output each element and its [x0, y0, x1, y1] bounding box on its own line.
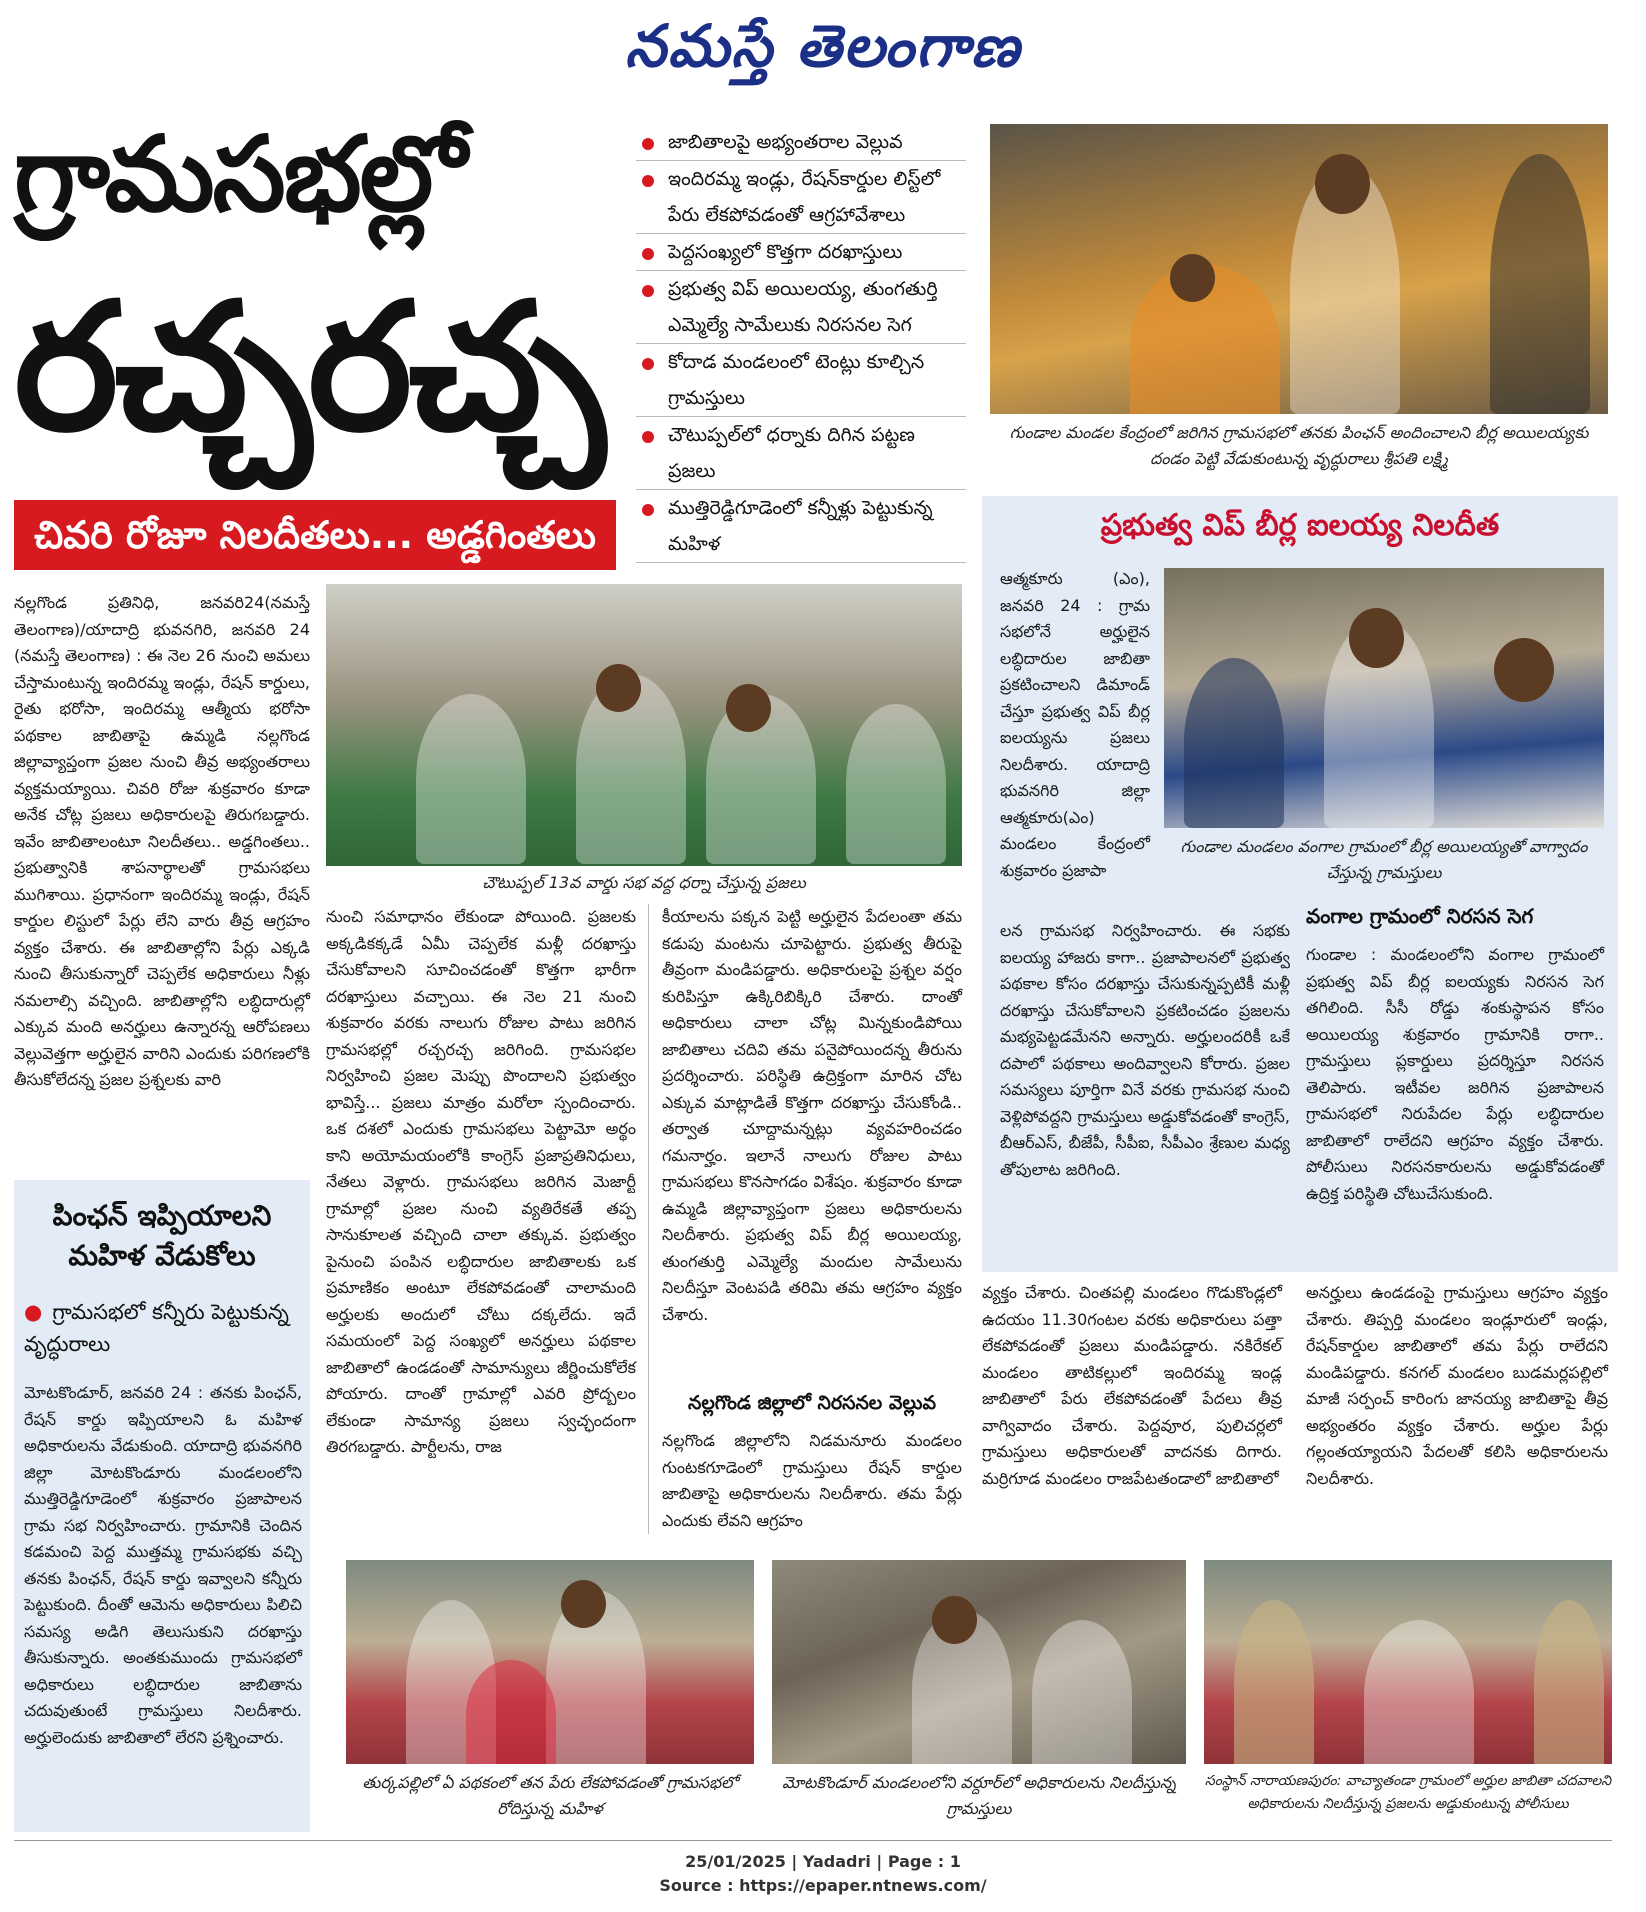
highlight-item: ప్రభుత్వ విప్ అయిలయ్య, తుంగతుర్తి ఎమ్మెల్యే సామేలుకు నిరసనల సెగ: [636, 271, 966, 344]
nalgonda-col-a: నల్లగొండ జిల్లాలోని నిడమనూరు మండలం గుంటకగూడెంలో గ్రామస్తులు రేషన్ కార్డుల జాబితాపై అధికారులను నిలదీశారు. తమ పేర్లు ఎందుకు లేవని ఆగ్రహం: [662, 1431, 962, 1530]
main-article-col3: కీయాలను పక్కన పెట్టి అర్హులైన పేదలంతా తమ కడుపు మంటను చూపెట్టారు. ప్రభుత్వ తీరుపై తీవ్రంగా మండిపడ్డారు. అధికారులపై ప్రశ్నల వర్షం కురిపిస్తూ ఉక్కిరిబిక్కిరి చేశారు. దాంతో అధికారులు చాలా చోట్ల మిన్నకుండిపోయి జాబితాలు చదివి తమ పనైపోయిందన్న తీరును ప్రదర్శించారు. పరిస్థితి ఉద్రిక్తంగా మారిన చోట ఎక్కువ మాట్లాడితే కొత్తగా దరఖాస్తు చేసుకోండి.. తర్వాత చూద్దామన్నట్లు వ్యవహరించడం గమనార్హం. ఇలానే నాలుగు రోజుల పాటు గ్రామసభలు కొనసాగడం విశేషం. శుక్రవారం కూడా ఉమ్మడి జిల్లావ్యాప్తంగా ప్రజలు అధికారులను నిలదీశారు. ప్రభుత్వ విప్ బీర్ల అయిలయ్య, తుంగతుర్తి ఎమ్మెల్యే మందుల సామేలును నిలదీస్తూ వెంటపడి తరిమి తమ ఆగ్రహం వ్యక్తం చేశారు.: [662, 907, 962, 1324]
red-dot-icon: [24, 1300, 52, 1324]
masthead: నమస్తే తెలంగాణ: [625, 12, 1021, 80]
highlight-item: పెద్దసంఖ్యలో కొత్తగా దరఖాస్తులు: [636, 234, 966, 271]
highlights-list: [636, 124, 966, 563]
caption-vardur-villagers: మోటకొండూర్ మండలంలోని వర్దూర్‌లో అధికారులను నిలదీస్తున్న గ్రామస్తులు: [782, 1773, 1176, 1818]
nalgonda-col-c: అనర్హులు ఉండడంపై గ్రామస్తులు ఆగ్రహం వ్యక్తం చేశారు. తిప్పర్తి మండలం ఇండ్లూరులో ఇండ్లు, రేషన్‌కార్డుల జాబితాలో తమ పేర్లు రాలేదని మండిపడ్డారు. కనగల్ మండలం బుడమర్లపల్లిలో మాజీ సర్పంచ్ కారింగు జానయ్య జాబితాపై తీవ్ర అభ్యంతరం వ్యక్తం చేశారు. అర్హుల పేర్లు గల్లంతయ్యాయని పేదలతో కలిసి అధికారులను నిలదీశారు.: [1306, 1283, 1608, 1488]
photo-gundala-pension: [990, 124, 1608, 414]
highlight-item: జాబితాలపై అభ్యంతరాల వెల్లువ: [636, 124, 966, 161]
highlight-item: ముత్తిరెడ్డిగూడెంలో కన్నీళ్లు పెట్టుకున్న మహిళ: [636, 490, 966, 563]
headline-banner: చివరి రోజూ నిలదీతలు... అడ్డగింతలు: [14, 500, 616, 570]
photo-vangala-argument: [1164, 568, 1604, 828]
vangala-heading: వంగాల గ్రామంలో నిరసన సెగ: [1306, 904, 1534, 928]
photo-choutuppal-dharna: [326, 584, 962, 866]
photo-turkapally-woman: [346, 1560, 754, 1764]
box-whip-heading: ప్రభుత్వ విప్ బీర్ల ఐలయ్య నిలదీత: [1100, 508, 1500, 543]
main-article-col2: నుంచి సమాధానం లేకుండా పోయింది. ప్రజలకు అక్కడికక్కడే ఏమీ చెప్పలేక మళ్లీ దరఖాస్తు చేసుకోవాలని సూచించడంతో కొత్తగా భారీగా దరఖాస్తులు వచ్చాయి. ఈ నెల 21 నుంచి శుక్రవారం వరకు నాలుగు రోజుల పాటు జరిగిన గ్రామసభల్లో రచ్చరచ్చ జరిగింది. గ్రామసభల నిర్వహించి ప్రజల మెప్పు పొందాలని ప్రభుత్వం భావిస్తే... ప్రజలు మాత్రం మరోలా స్పందించారు. ఒక దశలో ఎందుకు గ్రామసభలు పెట్టామో అర్థం కాని అయోమయంలోకి కాంగ్రెస్ ప్రజాప్రతినిధులు, నేతలు వెళ్లారు. గ్రామసభలు జరిగిన మెజార్టీ గ్రామాల్లో ప్రజల నుంచి వ్యతిరేకతే తప్ప సానుకూలత వచ్చింది చాలా తక్కువ. ప్రభుత్వం పైనుంచి పంపిన లబ్ధిదారుల జాబితాలకు ఒక ప్రమాణికం అంటూ లేకపోవడంతో చాలామంది అర్హులకు అందులో చోటు దక్కలేదు. ఇదే సమయంలో పెద్ద సంఖ్యలో అనర్హులు పథకాల జాబితాలో ఉండడంతో సామాన్యులు జీర్ణించుకోలేక పోయారు. దాంతో గ్రామాల్లో ఎవరి ప్రోద్బలం లేకుండా సామాన్య ప్రజలు స్వచ్ఛందంగా తిరగబడ్డారు. పార్టీలను, రాజ: [326, 907, 636, 1456]
nalgonda-col-b: వ్యక్తం చేశారు. చింతపల్లి మండలం గొడుకొండ్లలో ఉదయం 11.30గంటల వరకు అధికారులు పత్తా లేకపోవడంతో ప్రజలు మండిపడ్డారు. నకిరేకల్ మండలం తాటికల్లులో ఇందిరమ్మ ఇండ్ల జాబితాలో పేరు లేకపోవడంతో పేదలు తీవ్ర వాగ్వివాదం చేశారు. పెద్దవూర, పులిచర్లలో గ్రామస్తులు అధికారులతో వాదనకు దిగారు. మర్రిగూడ మండలం రాజపేటతండాలో జాబితాలో: [982, 1283, 1282, 1488]
footer-source: Source : https://epaper.ntnews.com/: [659, 1876, 987, 1895]
box-whip-text-wide: లన గ్రామసభ నిర్వహించారు. ఈ సభకు ఐలయ్య హాజరు కాగా.. ప్రజాపాలనలో ప్రభుత్వ పథకాల కోసం దరఖాస్తు చేసుకున్నప్పటికీ మళ్లీ దరఖాస్తు చేసుకోవాలని ప్రకటించడం ప్రజలను మభ్యపెట్టడమేనని అన్నారు. అర్హులందరికీ ఒకే దపాలో పథకాలు అందివ్వాలని కోరారు. ప్రజల సమస్యలు పూర్తిగా వినే వరకు గ్రామసభ నుంచి వెళ్లిపోవద్దని గ్రామస్తులు అడ్డుకోవడంతో కాంగ్రెస్, బీఆర్‌ఎస్, బీజేపీ, సీపీఐ, సీపీఎం శ్రేణుల మధ్య తోపులాట జరిగింది.: [1000, 921, 1290, 1179]
caption-narayanapuram-police: సంస్థాన్ నారాయణపురం: వాచ్యాతండా గ్రామంలో అర్హుల జాబితా చదవాలని అధికారులను నిలదీస్తున్న ప్రజలను అడ్డుకుంటున్న పోలీసులు: [1204, 1773, 1612, 1812]
box-pension-bullet: [24, 1296, 304, 1360]
caption-choutuppal-dharna: చౌటుప్పల్ 13వ వార్డు సభ వద్ద ధర్నా చేస్తున్న ప్రజలు: [482, 873, 806, 892]
nalgonda-heading: నల్లగొండ జిల్లాలో నిరసనల వెల్లువ: [688, 1392, 936, 1414]
main-article-col1: నల్లగొండ ప్రతినిధి, జనవరి24(నమస్తే తెలంగాణ)/యాదాద్రి భువనగిరి, జనవరి 24 (నమస్తే తెలంగాణ) : ఈ నెల 26 నుంచి అమలు చేస్తామంటున్న ఇందిరమ్మ ఇండ్లు, రేషన్ కార్డులు, రైతు భరోసా, ఇందిరమ్మ ఆత్మీయ భరోసా పథకాల జాబితాపై ఉమ్మడి నల్లగొండ జిల్లావ్యాప్తంగా ప్రజల నుంచి తీవ్ర అభ్యంతరాలు వ్యక్తమయ్యాయి. చివరి రోజు శుక్రవారం కూడా అనేక చోట్ల ప్రజలు అధికారులపై తిరుగబడ్డారు. ఇవేం జాబితాలంటూ నిలదీతలు.. అడ్డగింతలు.. ప్రభుత్వానికి శాపనార్థాలతో గ్రామసభలు ముగిశాయి. ప్రధానంగా ఇందిరమ్మ ఇండ్లు, రేషన్ కార్డుల లిస్టులో పేర్లు లేని వారు తీవ్ర ఆగ్రహం వ్యక్తం చేశారు. ఈ జాబితాల్లోని పేర్లు ఎక్కడి నుంచి తీసుకున్నారో చెప్పలేక అధికారులు నీళ్లు నమలాల్సి వచ్చింది. జాబితాల్లోని లబ్ధిదారుల్లో ఎక్కువ మంది అనర్హులు ఉన్నారన్న ఆరోపణలు వెల్లువెత్తగా అర్హులైన వారిని ఎందుకు పరిగణలోకి తీసుకోలేదన్న ప్రజల ప్రశ్నలకు వారి: [14, 593, 310, 1089]
headline-line1: గ్రామసభల్లో: [14, 113, 465, 235]
box-pension-bullet-text: గ్రామసభలో కన్నీరు పెట్టుకున్న వృద్ధురాలు: [24, 1300, 289, 1356]
box-whip-text-narrow: ఆత్మకూరు (ఎం), జనవరి 24 : గ్రామ సభలోనే అర్హులైన లబ్ధిదారుల జాబితా ప్రకటించాలని డిమాండ్ చేస్తూ ప్రభుత్వ విప్ బీర్ల ఐలయ్యను ప్రజలు నిలదీశారు. యాదాద్రి భువనగిరి జిల్లా ఆత్మకూరు(ఎం) మండలం కేంద్రంలో శుక్రవారం ప్రజాపా: [1000, 569, 1150, 880]
vangala-text: గుండాల : మండలంలోని వంగాల గ్రామంలో ప్రభుత్వ విప్ బీర్ల ఐలయ్యకు నిరసన సెగ తగిలింది. సీసీ రోడ్డు శంకుస్థాపన కోసం అయిలయ్య శుక్రవారం గ్రామానికి రాగా.. గ్రామస్తులు ప్లకార్డులు ప్రదర్శిస్తూ నిరసన తెలిపారు. ఇటీవల జరిగిన ప్రజాపాలన గ్రామసభలో నిరుపేదల పేర్లు లబ్ధిదారుల జాబితాలో రాలేదని ఆగ్రహం వ్యక్తం చేశారు. పోలీసులు నిరసనకారులను అడ్డుకోవడంతో ఉద్రిక్త పరిస్థితి చోటుచేసుకుంది.: [1306, 945, 1604, 1203]
photo-vardur-villagers: [772, 1560, 1186, 1764]
box-pension-heading: పింఛన్ ఇప్పియాలని మహిళ వేడుకోలు: [52, 1199, 272, 1272]
headline-line2: రచ్చరచ్చ: [14, 265, 602, 470]
highlight-item: ఇందిరమ్మ ఇండ్లు, రేషన్‌కార్డుల లిస్ట్‌లో పేరు లేకపోవడంతో ఆగ్రహావేశాలు: [636, 161, 966, 234]
caption-gundala-pension: గుండాల మండల కేంద్రంలో జరిగిన గ్రామసభలో తనకు పింఛన్ అందించాలని బీర్ల అయిలయ్యకు దండం పెట్టి వేడుకుంటున్న వృద్ధురాలు శ్రీపతి లక్ష్మి: [1009, 423, 1589, 468]
caption-turkapally-woman: తుర్కపల్లిలో ఏ పథకంలో తన పేరు లేకపోవడంతో గ్రామసభలో రోదిస్తున్న మహిళ: [362, 1773, 738, 1818]
photo-narayanapuram-police: [1204, 1560, 1612, 1764]
caption-vangala-argument: గుండాల మండలం వంగాల గ్రామంలో బీర్ల అయిలయ్యతో వాగ్వాదం చేస్తున్న గ్రామస్తులు: [1180, 837, 1588, 882]
highlight-item: కోదాడ మండలంలో టెంట్లు కూల్చిన గ్రామస్తులు: [636, 344, 966, 417]
footer-date-edition: 25/01/2025 | Yadadri | Page : 1: [685, 1852, 961, 1871]
highlight-item: చౌటుప్పల్‌లో ధర్నాకు దిగిన పట్టణ ప్రజలు: [636, 417, 966, 490]
box-pension-text: మోటకొండూర్, జనవరి 24 : తనకు పింఛన్, రేషన్ కార్డు ఇప్పియాలని ఓ మహిళ అధికారులను వేడుకుంది. యాదాద్రి భువనగిరి జిల్లా మోటకొండూరు మండలంలోని ముత్తిరెడ్డిగూడెంలో శుక్రవారం ప్రజాపాలన గ్రామ సభ నిర్వహించారు. గ్రామానికి చెందిన కడమంచి పెద్ద ముత్తమ్మ గ్రామసభకు వచ్చి తనకు పింఛన్, రేషన్ కార్డు ఇవ్వాలని కన్నీరు పెట్టుకుంది. దీంతో ఆమెను అధికారులు పిలిచి సమస్య అడిగి తెలుసుకుని దరఖాస్తు తీసుకున్నారు. అంతకుముందు గ్రామసభలో అధికారులు లబ్ధిదారుల జాబితాను చదువుతుంటే గ్రామస్తులు నిలదీశారు. అర్హులెందుకు జాబితాలో లేరని ప్రశ్నించారు.: [24, 1383, 302, 1747]
